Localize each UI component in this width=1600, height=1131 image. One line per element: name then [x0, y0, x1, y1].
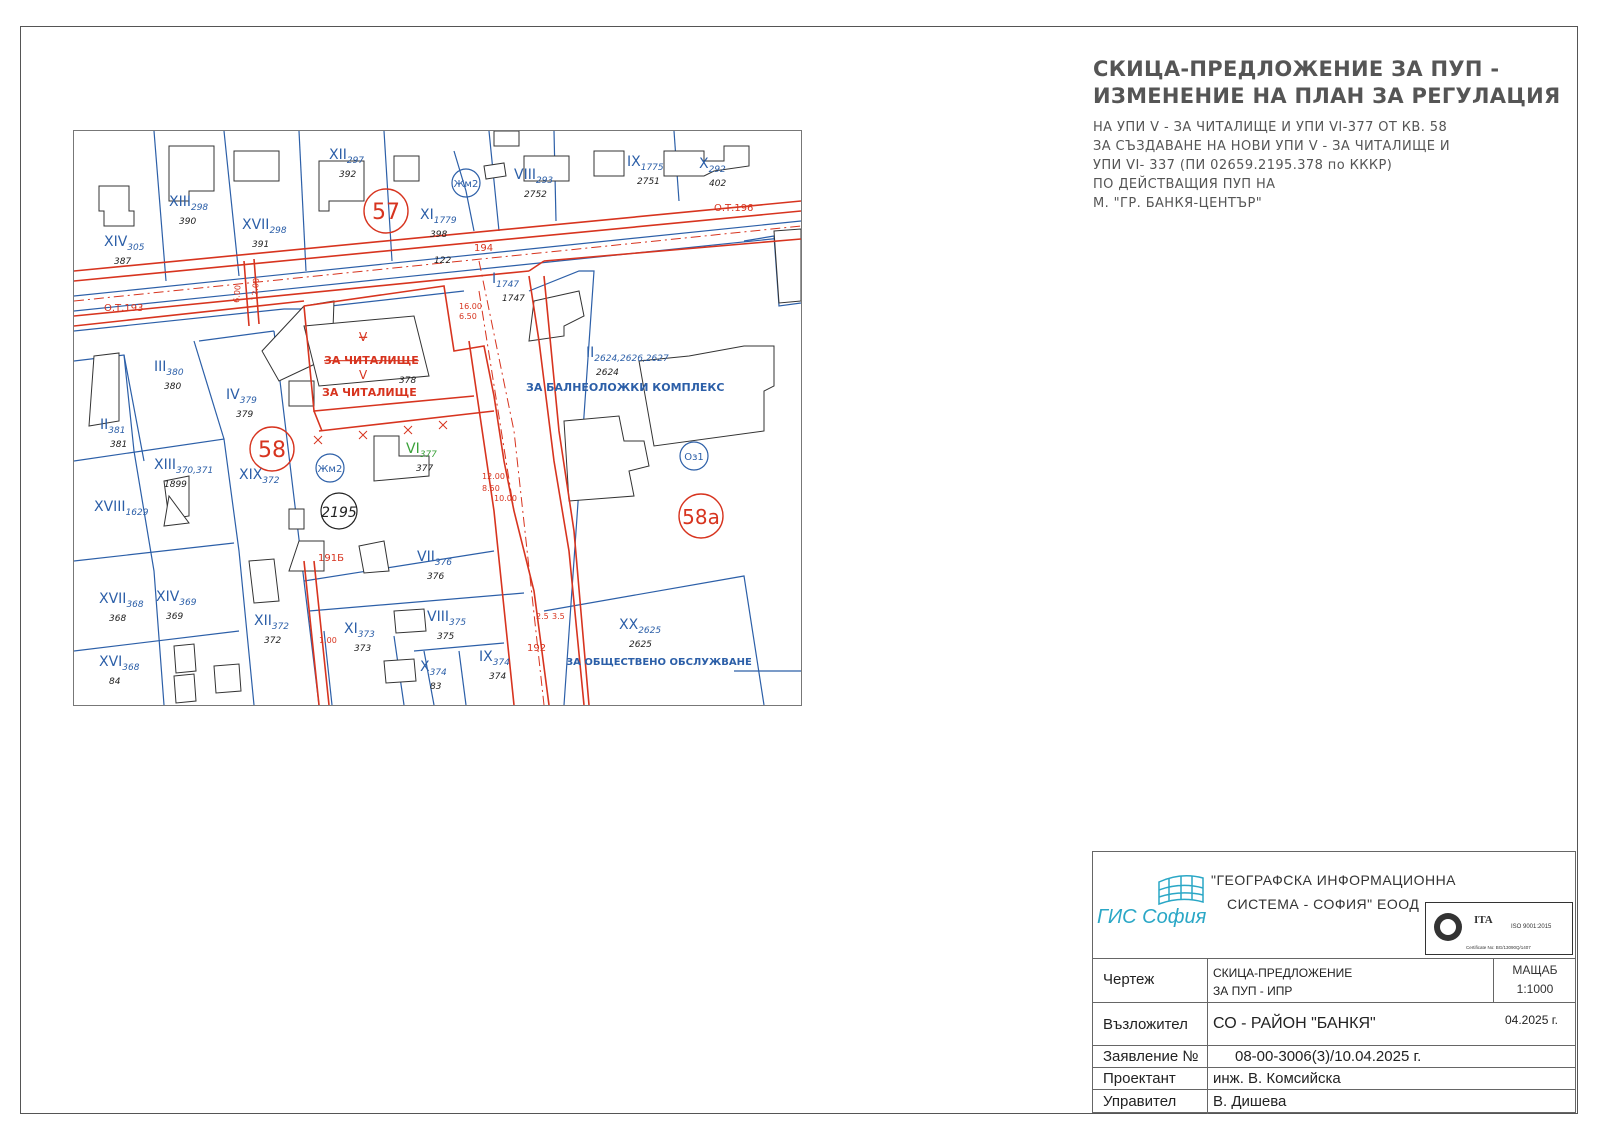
dim: 2.5: [536, 612, 549, 621]
upi-label: $XVII_{298}$: [242, 217, 287, 236]
upi-label: $VIII_{375}$: [427, 609, 467, 628]
parcel-num: 379: [236, 410, 254, 420]
ot-label: 191Б: [318, 553, 344, 564]
date-value: 04.2025 г.: [1505, 1013, 1558, 1027]
parcel-num: 381: [110, 440, 128, 450]
upi-v-new: V: [359, 368, 368, 382]
row-client: [1093, 1003, 1575, 1046]
designer-value: инж. В. Комсийска: [1213, 1070, 1341, 1087]
title-description: [1093, 118, 1573, 213]
upi-label: $X_{374}$: [420, 659, 447, 678]
parcel-num: 378: [399, 376, 417, 386]
upi-label: $II_{381}$: [100, 417, 126, 436]
upi-sub: 375: [448, 618, 467, 628]
client-value: СО - РАЙОН "БАНКЯ": [1213, 1015, 1376, 1032]
dim: 1.00: [319, 636, 337, 645]
upi-sub: 369: [179, 598, 197, 608]
row-application: [1093, 1046, 1575, 1068]
parcel-2195: 2195: [321, 505, 357, 521]
parcel-num: 375: [437, 632, 455, 642]
map-svg: [74, 131, 801, 705]
manager-label: Управител: [1103, 1093, 1177, 1110]
upi-label: $IX_{374}$: [479, 649, 510, 668]
upi-v-old: V: [359, 330, 368, 344]
parcel-num: 1899: [164, 480, 187, 490]
upi-label: $VI_{377}$: [406, 441, 437, 460]
purpose-old-chitalishte: ЗА ЧИТАЛИЩЕ: [324, 354, 419, 367]
purpose-public: ЗА ОБЩЕСТВЕНО ОБСЛУЖВАНЕ: [566, 657, 752, 668]
upi-label: $XI_{373}$: [344, 621, 375, 640]
ot-label: 192: [527, 643, 547, 654]
parcel-num: 398: [430, 230, 448, 240]
desc-line: НА УПИ V - ЗА ЧИТАЛИЩЕ И УПИ VI-377 ОТ КВ. 58: [1093, 120, 1448, 135]
zone-label: Жм2: [317, 464, 343, 475]
drawing-label: Чертеж: [1103, 971, 1155, 988]
title-line-2: ИЗМЕНЕНИЕ НА ПЛАН ЗА РЕГУЛАЦИЯ: [1093, 84, 1561, 108]
application-value: 08-00-3006(3)/10.04.2025 г.: [1235, 1048, 1422, 1065]
upi-label: $XII_{372}$: [254, 613, 290, 632]
upi-label: $XIV_{305}$: [104, 234, 145, 253]
purpose-balneo: ЗА БАЛНЕОЛОЖКИ КОМПЛЕКС: [526, 381, 725, 394]
drawing-value-1: СКИЦА-ПРЕДЛОЖЕНИЕ: [1213, 966, 1353, 980]
upi-sub: 1779: [433, 216, 457, 226]
parcel-num: 2624: [596, 368, 619, 378]
company-block: [1093, 852, 1575, 959]
upi-label: $XVI_{368}$: [99, 654, 140, 673]
parcel-num: 377: [416, 464, 434, 474]
dim: 10.00: [494, 494, 517, 503]
dim: 3.5: [552, 612, 565, 621]
upi-label: $I_{1747}$: [492, 271, 520, 290]
upi-sub: 379: [239, 396, 257, 406]
upi-sub: 370,371: [175, 466, 214, 476]
parcel-num: 374: [489, 672, 507, 682]
parcel-num: 373: [354, 644, 372, 654]
parcel-num: 2625: [629, 640, 652, 650]
dim: 6.00: [232, 284, 243, 304]
upi-sub: 376: [434, 558, 453, 568]
upi-label: $X_{292}$: [699, 156, 726, 175]
dim: 8.50: [482, 484, 500, 493]
upi-sub: 292: [708, 165, 726, 175]
parcel-num: 387: [114, 257, 132, 267]
parcel-num: 390: [179, 217, 197, 227]
upi-label: $IV_{379}$: [226, 387, 257, 406]
parcel-num: 380: [164, 382, 182, 392]
upi-label: $XIII_{370,371}$: [154, 457, 214, 476]
upi-sub: 368: [126, 600, 144, 610]
upi-sub: 373: [357, 630, 375, 640]
client-label: Възложител: [1103, 1016, 1188, 1033]
dim: 12.00: [250, 277, 261, 302]
desc-line: ЗА СЪЗДАВАНЕ НА НОВИ УПИ V - ЗА ЧИТАЛИЩЕ И: [1093, 139, 1450, 154]
cert-iso: ISO 9001:2015: [1511, 924, 1552, 930]
upi-label: $XI_{1779}$: [420, 207, 457, 226]
upi-label: $III_{380}$: [154, 359, 184, 378]
ot-label: О.Т.196: [714, 203, 754, 214]
upi-label: $XIII_{298}$: [169, 194, 209, 213]
scale-box: [1493, 958, 1576, 1003]
row-designer: [1093, 1068, 1575, 1090]
company-line: СИСТЕМА - СОФИЯ" ЕООД: [1227, 896, 1420, 912]
upi-label: $XIV_{369}$: [156, 589, 197, 608]
upi-sub: 2624,2626,2627: [594, 354, 669, 364]
upi-sub: 380: [166, 368, 184, 378]
upi-sub: 372: [271, 622, 290, 632]
upi-label: $XII_{297}$: [329, 147, 365, 166]
parcel-num: 369: [166, 612, 184, 622]
upi-label: $XVIII_{1629}$: [94, 499, 149, 518]
desc-line: ПО ДЕЙСТВАЩИЯ ПУП НА: [1093, 177, 1276, 192]
title-block: [1093, 56, 1573, 213]
upi-sub: 2625: [638, 626, 662, 636]
block-58: 58: [258, 438, 286, 463]
parcel-num: 83: [430, 682, 442, 692]
parcel-num: 2752: [524, 190, 547, 200]
dim: 12.00: [482, 472, 505, 481]
drawing-value-2: ЗА ПУП - ИПР: [1213, 984, 1293, 998]
upi-sub: 368: [122, 663, 140, 673]
row-manager: [1093, 1090, 1575, 1114]
parcel-num: 1747: [502, 294, 525, 304]
scale-value: 1:1000: [1516, 982, 1554, 996]
upi-label: $XVII_{368}$: [99, 591, 144, 610]
cert-brand: ITA: [1474, 914, 1493, 926]
ot-label: 194: [474, 243, 494, 254]
upi-sub: 374: [492, 658, 510, 668]
zone-label: Жм2: [453, 179, 479, 190]
parcel-num: 372: [264, 636, 282, 646]
upi-sub: 293: [535, 176, 554, 186]
upi-sub: 377: [419, 450, 437, 460]
upi-label: $XX_{2625}$: [619, 617, 662, 636]
upi-label: $XIX_{372}$: [239, 467, 280, 486]
gis-logo-icon: [1157, 872, 1205, 906]
application-label: Заявление №: [1103, 1048, 1199, 1065]
parcel-num: 84: [109, 677, 121, 687]
upi-label: $VIII_{293}$: [514, 167, 554, 186]
cert-number: Certificate No: BG/13090Q/1407: [1466, 945, 1531, 950]
parcel-num: 368: [109, 614, 127, 624]
parcel-number: 122: [434, 256, 452, 266]
scale-label: МАЩАБ: [1512, 963, 1558, 977]
ot-label: О.Т.193: [104, 303, 144, 314]
upi-sub: 298: [190, 203, 209, 213]
designer-label: Проектант: [1103, 1070, 1176, 1087]
upi-sub: 298: [269, 226, 287, 236]
regulation-map: [73, 130, 802, 706]
upi-sub: 1775: [640, 163, 664, 173]
upi-sub: 1747: [496, 280, 520, 290]
manager-value: В. Дишева: [1213, 1093, 1287, 1110]
upi-label: $IX_{1775}$: [627, 154, 664, 173]
parcel-num: 2751: [637, 177, 660, 187]
upi-sub: 1629: [125, 508, 149, 518]
certificate-seal-icon: [1426, 903, 1572, 954]
parcel-num: 391: [252, 240, 270, 250]
upi-label: $II_{2624,2626,2627}$: [586, 345, 669, 364]
upi-sub: 372: [262, 476, 280, 486]
upi-label: $VII_{376}$: [417, 549, 453, 568]
iso-certificate: [1425, 902, 1573, 955]
block-57: 57: [372, 200, 400, 225]
parcel-num: 376: [427, 572, 445, 582]
company-line: "ГЕОГРАФСКА ИНФОРМАЦИОННА: [1211, 872, 1457, 888]
parcel-num: 392: [339, 170, 357, 180]
upi-sub: 374: [429, 668, 447, 678]
desc-line: УПИ VI- 337 (ПИ 02659.2195.378 по КККР): [1093, 158, 1393, 173]
block-58a: 58а: [682, 505, 720, 529]
dim: 6.50: [459, 312, 477, 321]
company-logo-text: ГИС София: [1097, 906, 1207, 928]
purpose-new-chitalishte: ЗА ЧИТАЛИЩЕ: [322, 386, 417, 399]
upi-sub: 305: [127, 243, 145, 253]
dim: 16.00: [459, 302, 482, 311]
title-line-1: СКИЦА-ПРЕДЛОЖЕНИЕ ЗА ПУП -: [1093, 57, 1500, 81]
desc-line: М. "ГР. БАНКЯ-ЦЕНТЪР": [1093, 196, 1263, 211]
upi-sub: 381: [108, 426, 126, 436]
upi-sub: 297: [346, 156, 365, 166]
title-stamp: [1092, 851, 1576, 1113]
company-name: [1211, 868, 1456, 916]
parcel-num: 402: [709, 179, 727, 189]
zone-label: Оз1: [684, 452, 704, 463]
